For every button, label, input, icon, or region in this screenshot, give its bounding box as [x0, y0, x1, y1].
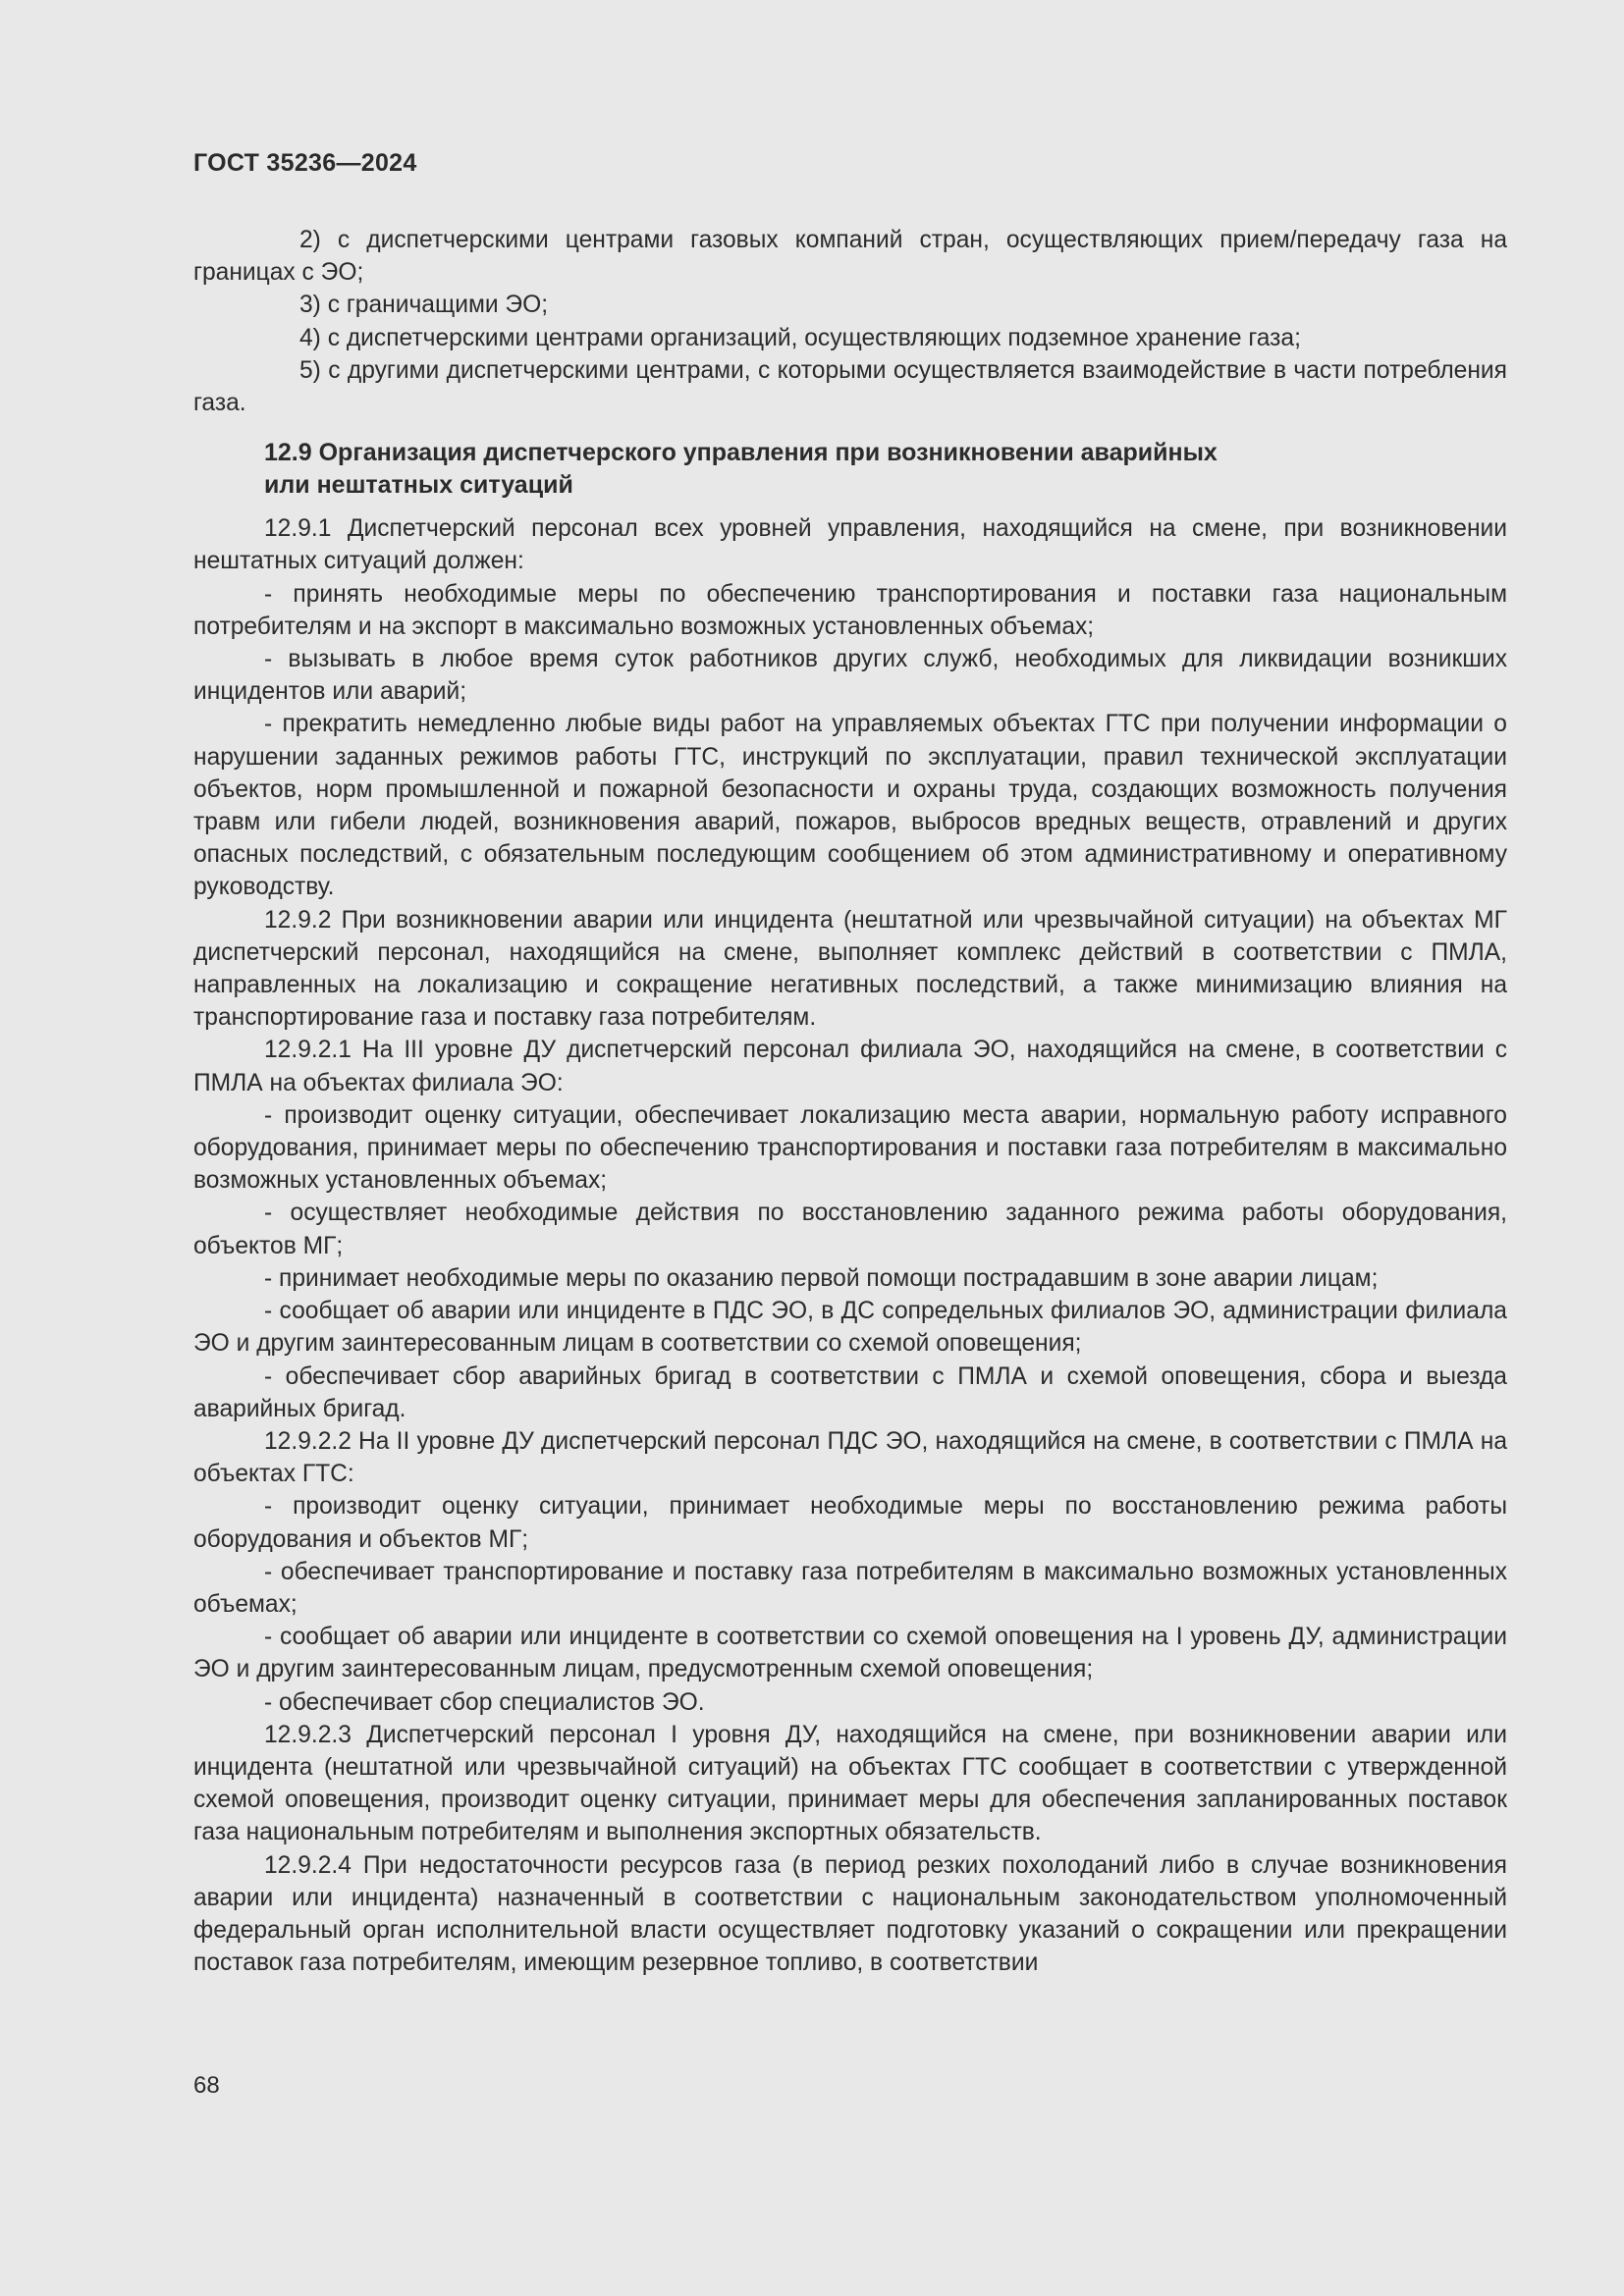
list-item: - сообщает об аварии или инциденте в соответствии со схемой оповещения на I уровень ДУ, администрации ЭО и другим заинтересованным лицам, предусмотренным схемой оповещения;	[193, 1624, 1507, 1683]
list-item: - прекратить немедленно любые виды работ на управляемых объектах ГТС при получении информации о нарушении заданных режимов работы ГТС, инструкций по эксплуатации, правил технической эксплуатации объектов, норм промышленной и пожарной безопасности и охраны труда, создающих возможность получения травм или гибели людей, возникновения аварий, пожаров, выбросов вредных веществ, отравлений и других опасных последствий, с обязательным последующим сообщением об этом административному и оперативному руководству.	[193, 711, 1507, 901]
list-item: - принять необходимые меры по обеспечению транспортирования и поставки газа национальным потребителям и на экспорт в максимально возможных установленных объемах;	[193, 580, 1507, 640]
list-item: - обеспечивает транспортирование и поставку газа потребителям в максимально возможных установленных объемах;	[193, 1558, 1507, 1618]
list-item: - принимает необходимые меры по оказанию первой помощи пострадавшим в зоне аварии лицам;	[264, 1264, 1379, 1292]
document-body	[193, 224, 1507, 1979]
list-item: - сообщает об аварии или инциденте в ПДС ЭО, в ДС сопредельных филиалов ЭО, администрации филиала ЭО и другим заинтересованным лицам в соответствии со схемой оповещения;	[193, 1298, 1507, 1358]
list-item: - осуществляет необходимые действия по восстановлению заданного режима работы оборудования, объектов МГ;	[193, 1200, 1507, 1259]
document-header: ГОСТ 35236—2024	[193, 149, 417, 177]
paragraph-item: 2) с диспетчерскими центрами газовых компаний стран, осуществляющих прием/передачу газа на границах с ЭО;	[193, 227, 1507, 287]
paragraph-item: 12.9.2 При возникновении аварии или инцидента (нештатной или чрезвычайной ситуации) на объектах МГ диспетчерский персонал, находящийся на смене, выполняет комплекс действий в соответствии с ПМЛА, направленных на локализацию и сокращение негативных последствий, а также минимизацию влияния на транспортирование газа и поставку газа потребителям.	[193, 906, 1507, 1032]
list-item: - вызывать в любое время суток работников других служб, необходимых для ликвидации возникших инцидентов или аварий;	[193, 646, 1507, 706]
list-item: - производит оценку ситуации, принимает необходимые меры по восстановлению режима работы оборудования и объектов МГ;	[193, 1493, 1507, 1553]
list-item: - обеспечивает сбор специалистов ЭО.	[264, 1688, 705, 1716]
paragraph-item: 12.9.2.4 При недостаточности ресурсов газа (в период резких похолоданий либо в случае возникновения аварии или инцидента) назначенный в соответствии с национальным законодательством уполномоченный федеральный орган исполнительной власти осуществляет подготовку указаний о сокращении или прекращении поставок газа потребителям, имеющим резервное топливо, в соответствии	[193, 1851, 1507, 1977]
section-title	[264, 437, 1507, 502]
paragraph-item: 12.9.2.3 Диспетчерский персонал I уровня ДУ, находящийся на смене, при возникновении аварии или инцидента (нештатной или чрезвычайной ситуаций) на объектах ГТС сообщает в соответствии с утвержденной схемой оповещения, производит оценку ситуации, принимает меры для обеспечения запланированных поставок газа национальным потребителям и выполнения экспортных обязательств.	[193, 1721, 1507, 1846]
paragraph-item: 12.9.1 Диспетчерский персонал всех уровней управления, находящийся на смене, при возникновении нештатных ситуаций должен:	[193, 515, 1507, 575]
section-title-line-2: или нештатных ситуаций	[264, 471, 573, 500]
list-item: - производит оценку ситуации, обеспечивает локализацию места аварии, нормальную работу исправного оборудования, принимает меры по обеспечению транспортирования и поставки газа потребителям в максимально возможных установленных объемах;	[193, 1101, 1507, 1195]
paragraph-item: 4) с диспетчерскими центрами организаций, осуществляющих подземное хранение газа;	[299, 324, 1301, 351]
page-number: 68	[193, 2072, 220, 2099]
paragraph-item: 3) с граничащими ЭО;	[299, 292, 549, 319]
list-item: - обеспечивает сбор аварийных бригад в соответствии с ПМЛА и схемой оповещения, сбора и выезда аварийных бригад.	[193, 1362, 1507, 1422]
paragraph-item: 5) с другими диспетчерскими центрами, с которыми осуществляется взаимодействие в части потребления газа.	[193, 356, 1507, 417]
paragraph-item: 12.9.2.1 На III уровне ДУ диспетчерский персонал филиала ЭО, находящийся на смене, в соответствии с ПМЛА на объектах филиала ЭО:	[193, 1037, 1507, 1096]
paragraph-item: 12.9.2.2 На II уровне ДУ диспетчерский персонал ПДС ЭО, находящийся на смене, в соответствии с ПМЛА на объектах ГТС:	[193, 1427, 1507, 1488]
section-title-line-1: 12.9 Организация диспетчерского управления при возникновении аварийных	[264, 439, 1218, 467]
